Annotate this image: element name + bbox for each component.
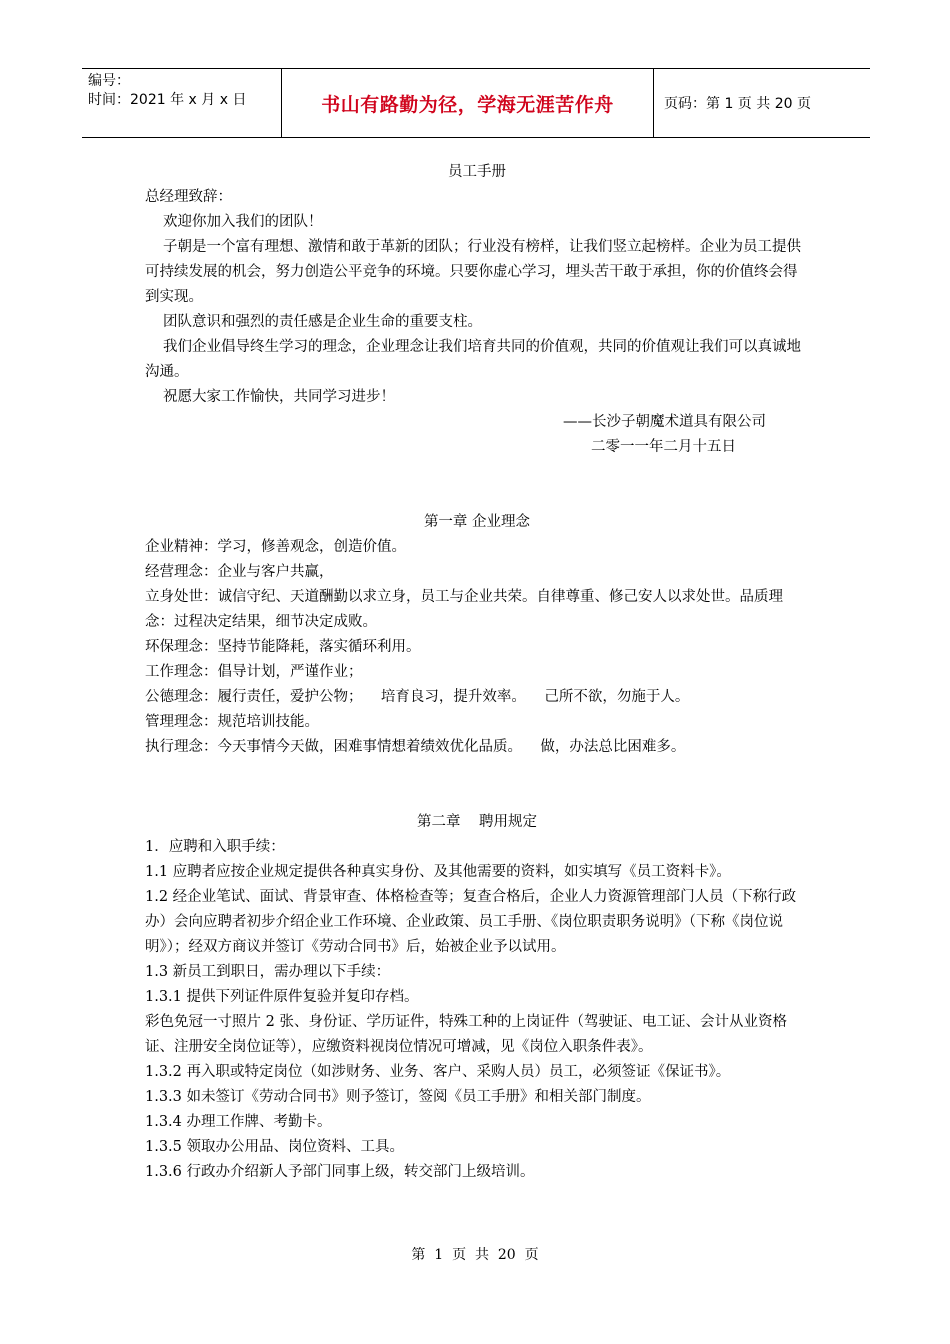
chapter2-line: 1.3.6 行政办介绍新人予部门同事上级，转交部门上级培训。 — [145, 1164, 535, 1180]
address-paragraph: 子朝是一个富有理想、激情和敢于革新的团队；行业没有榜样，让我们竖立起榜样。企业为员工提供可持续发展的机会，努力创造公平竞争的环境。只要你虚心学习，埋头苦干敢于承担，你的价值终会得到实现。 — [145, 239, 801, 305]
chapter2-line: 1.3.2 再入职或特定岗位（如涉财务、业务、客户、采购人员）员工，必须签证《保证书》。 — [145, 1064, 731, 1080]
chapter2-line: 1.1 应聘者应按企业规定提供各种真实身份、及其他需要的资料，如实填写《员工资料卡》。 — [145, 864, 731, 880]
chapter1-line: 环保理念：坚持节能降耗，落实循环利用。 — [145, 639, 421, 655]
chapter2-line: 1.3.4 办理工作牌、考勤卡。 — [145, 1114, 332, 1130]
header-page-info: 页码：第 1 页 共 20 页 — [664, 96, 811, 112]
signature-company: ——长沙子朝魔术道具有限公司 — [563, 414, 766, 430]
chapter1-line: 经营理念：企业与客户共赢， — [145, 564, 334, 580]
address-paragraph: 团队意识和强烈的责任感是企业生命的重要支柱。 — [163, 314, 482, 330]
address-heading: 总经理致辞： — [145, 189, 232, 205]
chapter2-title: 第二章 聘用规定 — [417, 814, 537, 830]
chapter1-line: 立身处世：诚信守纪、天道酬勤以求立身，员工与企业共荣。自律尊重、修己安人以求处世。品质理念：过程决定结果，细节决定成败。 — [145, 589, 783, 630]
signature-date: 二零一一年二月十五日 — [591, 439, 736, 455]
time-label: 时间：2021 年 x 月 x 日 — [88, 92, 247, 108]
chapter1-line: 企业精神：学习，修善观念，创造价值。 — [145, 539, 406, 555]
chapter1-line: 管理理念：规范培训技能。 — [145, 714, 319, 730]
chapter2-line: 彩色免冠一寸照片 2 张、身份证、学历证件，特殊工种的上岗证件（驾驶证、电工证、会计从业资格证、注册安全岗位证等），应缴资料视岗位情况可增减，见《岗位入职条件表》。 — [145, 1014, 787, 1055]
page-footer: 第 1 页 共 20 页 — [411, 1247, 539, 1263]
chapter2-line: 1.2 经企业笔试、面试、背景审查、体格检查等；复查合格后，企业人力资源管理部门人员（下称行政办）会向应聘者初步介绍企业工作环境、企业政策、员工手册、《岗位职责职务说明》（下称《岗位说明》）；经双方商议并签订《劳动合同书》后，始被企业予以试用。 — [145, 889, 797, 955]
chapter2-line: 1.3.1 提供下列证件原件复验并复印存档。 — [145, 989, 419, 1005]
number-label: 编号： — [88, 73, 130, 89]
chapter1-line: 公德理念：履行责任，爱护公物； 培育良习，提升效率。 己所不欲，勿施于人。 — [145, 689, 690, 705]
address-paragraph: 我们企业倡导终生学习的理念，企业理念让我们培育共同的价值观，共同的价值观让我们可以真诚地沟通。 — [145, 339, 801, 380]
page-header — [82, 68, 870, 138]
chapter1-title: 第一章 企业理念 — [423, 514, 531, 530]
chapter2-line: 1.3.5 领取办公用品、岗位资料、工具。 — [145, 1139, 405, 1155]
address-paragraph: 欢迎你加入我们的团队！ — [163, 214, 323, 230]
chapter2-line: 1.3.3 如未签订《劳动合同书》则予签订，签阅《员工手册》和相关部门制度。 — [145, 1089, 651, 1105]
header-motto: 书山有路勤为径，学海无涯苦作舟 — [282, 69, 654, 137]
chapter1-line: 工作理念：倡导计划，严谨作业； — [145, 664, 363, 680]
header-meta — [82, 69, 282, 137]
document-body — [145, 160, 809, 1185]
document-title: 员工手册 — [448, 164, 506, 180]
chapter2-line: 1．应聘和入职手续： — [145, 839, 285, 855]
address-paragraph: 祝愿大家工作愉快，共同学习进步！ — [163, 389, 395, 405]
chapter1-line: 执行理念：今天事情今天做，困难事情想着绩效优化品质。 做，办法总比困难多。 — [145, 739, 686, 755]
chapter2-line: 1.3 新员工到职日，需办理以下手续： — [145, 964, 391, 980]
